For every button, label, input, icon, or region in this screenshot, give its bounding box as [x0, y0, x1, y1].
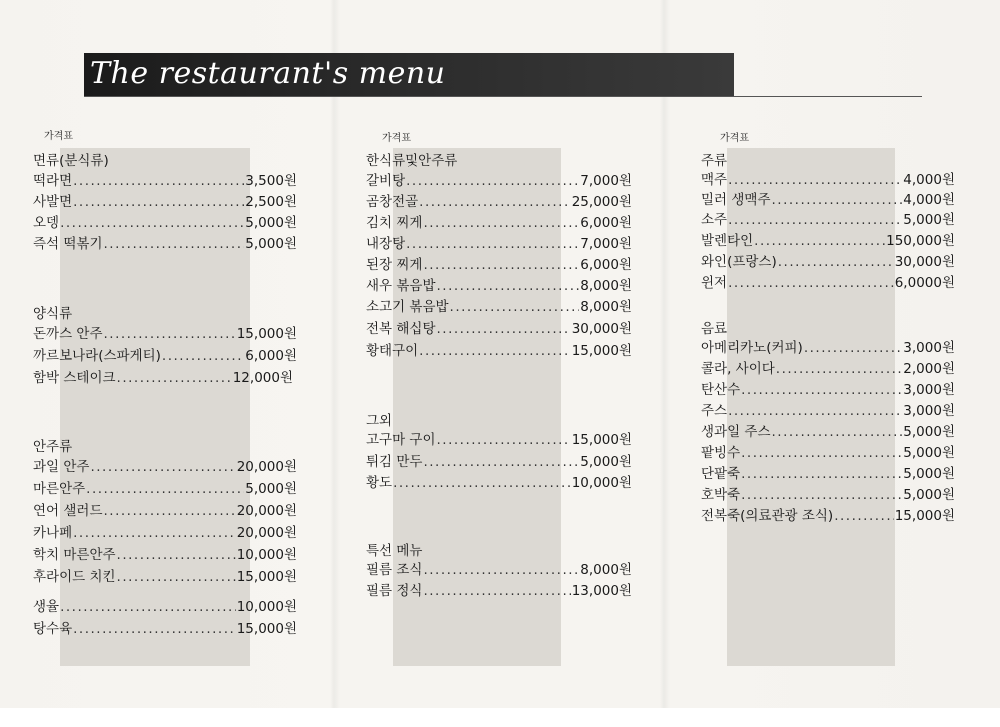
menu-item	[366, 171, 632, 191]
item-price: 12,000원	[232, 370, 293, 386]
item-name: 전복죽(의료관광 조식)	[701, 508, 834, 524]
menu-item	[33, 234, 297, 254]
menu-item	[33, 368, 293, 388]
item-price: 4,000원	[903, 192, 955, 208]
item-price: 10,000원	[571, 475, 632, 491]
item-name: 전복 해십탕	[366, 321, 436, 337]
menu-item	[366, 581, 632, 601]
item-name: 맥주	[701, 172, 728, 188]
menu-item	[366, 255, 632, 275]
menu-item	[701, 170, 955, 190]
item-name: 생율	[33, 599, 60, 615]
item-price: 5,000원	[903, 424, 955, 440]
item-name: 된장 찌게	[366, 257, 423, 273]
item-price: 3,000원	[903, 382, 955, 398]
item-price: 20,000원	[236, 459, 297, 475]
item-price: 5,000원	[903, 487, 955, 503]
item-price: 6,000원	[245, 348, 297, 364]
menu-item	[701, 380, 955, 400]
item-price: 5,000원	[245, 215, 297, 231]
section-heading: 그외	[366, 413, 393, 429]
item-name: 고구마 구이	[366, 432, 436, 448]
section-heading: 양식류	[33, 306, 73, 322]
item-price: 7,000원	[580, 236, 632, 252]
menu-item	[701, 252, 955, 272]
item-price: 3,000원	[903, 403, 955, 419]
item-price: 6,0000원	[894, 275, 955, 291]
item-name: 호박죽	[701, 487, 741, 503]
item-name: 마른안주	[33, 481, 86, 497]
item-price: 3,500원	[245, 173, 297, 189]
item-price: 15,000원	[236, 621, 297, 637]
section-heading: 안주류	[33, 439, 73, 455]
item-name: 소고기 볶음밥	[366, 299, 449, 315]
item-price: 8,000원	[580, 278, 632, 294]
item-name: 내장탕	[366, 236, 406, 252]
menu-item	[366, 452, 632, 472]
item-price: 5,000원	[245, 481, 297, 497]
item-name: 연어 샐러드	[33, 503, 103, 519]
menu-item	[33, 545, 297, 565]
menu-item	[33, 567, 297, 587]
item-name: 갈비탕	[366, 173, 406, 189]
item-price: 2,000원	[903, 361, 955, 377]
menu-item	[701, 359, 955, 379]
item-price: 4,000원	[903, 172, 955, 188]
menu-item	[366, 560, 632, 580]
item-price: 15,000원	[571, 343, 632, 359]
item-name: 학치 마른안주	[33, 547, 116, 563]
menu-item	[33, 192, 297, 212]
item-name: 카나페	[33, 525, 73, 541]
menu-item	[701, 190, 955, 210]
price-label-left: 가격표	[44, 131, 73, 142]
item-name: 생과일 주스	[701, 424, 771, 440]
item-name: 함박 스테이크	[33, 370, 116, 386]
item-price: 8,000원	[580, 299, 632, 315]
menu-item	[701, 401, 955, 421]
item-name: 주스	[701, 403, 728, 419]
item-name: 밀러 생맥주	[701, 192, 771, 208]
menu-item	[701, 273, 955, 293]
menu-item	[366, 192, 632, 212]
item-name: 황태구이	[366, 343, 419, 359]
menu-item	[366, 430, 632, 450]
item-price: 15,000원	[571, 432, 632, 448]
item-name: 튀김 만두	[366, 454, 423, 470]
menu-item	[33, 523, 297, 543]
item-price: 3,000원	[903, 340, 955, 356]
menu-item	[366, 276, 632, 296]
item-price: 5,000원	[580, 454, 632, 470]
menu-item	[366, 297, 632, 317]
item-name: 와인(프랑스)	[701, 254, 777, 270]
item-name: 탕수육	[33, 621, 73, 637]
item-name: 사발면	[33, 194, 73, 210]
item-price: 10,000원	[236, 599, 297, 615]
item-price: 30,000원	[571, 321, 632, 337]
item-name: 콜라, 사이다	[701, 361, 775, 377]
item-name: 아메리카노(커피)	[701, 340, 803, 356]
item-price: 10,000원	[236, 547, 297, 563]
menu-item	[33, 324, 297, 344]
item-name: 발렌타인	[701, 233, 754, 249]
menu-item	[366, 341, 632, 361]
item-name: 소주	[701, 212, 728, 228]
item-price: 15,000원	[236, 569, 297, 585]
item-name: 새우 볶음밥	[366, 278, 436, 294]
menu-item	[366, 473, 632, 493]
menu-item	[33, 619, 297, 639]
item-name: 떡라면	[33, 173, 73, 189]
item-price: 5,000원	[903, 212, 955, 228]
menu-item	[701, 210, 955, 230]
item-name: 즉석 떡볶기	[33, 236, 103, 252]
item-price: 6,000원	[580, 215, 632, 231]
item-price: 5,000원	[245, 236, 297, 252]
item-name: 윈저	[701, 275, 728, 291]
menu-item	[33, 501, 297, 521]
item-price: 13,000원	[571, 583, 632, 599]
price-label-right: 가격표	[720, 133, 749, 144]
menu-item	[701, 443, 955, 463]
item-name: 필름 조식	[366, 562, 423, 578]
item-name: 김치 찌게	[366, 215, 423, 231]
item-price: 20,000원	[236, 525, 297, 541]
menu-item	[33, 479, 297, 499]
item-name: 돈까스 안주	[33, 326, 103, 342]
item-name: 팥빙수	[701, 445, 741, 461]
title-rule	[84, 96, 922, 97]
item-price: 7,000원	[580, 173, 632, 189]
item-name: 황도	[366, 475, 393, 491]
menu-item	[366, 234, 632, 254]
item-name: 과일 안주	[33, 459, 90, 475]
menu-item	[33, 213, 297, 233]
paper-bottom-edge	[0, 708, 1000, 727]
section-heading: 주류	[701, 153, 728, 169]
menu-item	[366, 319, 632, 339]
item-name: 후라이드 치킨	[33, 569, 116, 585]
item-price: 15,000원	[236, 326, 297, 342]
item-price: 25,000원	[571, 194, 632, 210]
item-price: 20,000원	[236, 503, 297, 519]
item-price: 30,000원	[894, 254, 955, 270]
item-name: 필름 정식	[366, 583, 423, 599]
item-name: 까르보나라(스파게티)	[33, 348, 161, 364]
menu-item	[33, 346, 297, 366]
menu-item	[701, 231, 955, 251]
item-name: 탄산수	[701, 382, 741, 398]
price-label-middle: 가격표	[382, 133, 411, 144]
item-price: 15,000원	[894, 508, 955, 524]
item-price: 5,000원	[903, 466, 955, 482]
menu-item	[701, 506, 955, 526]
menu-title: The restaurant's menu	[90, 56, 446, 91]
item-name: 단팥죽	[701, 466, 741, 482]
item-price: 6,000원	[580, 257, 632, 273]
section-heading: 면류(분식류)	[33, 153, 109, 169]
item-name: 곰창전골	[366, 194, 419, 210]
item-price: 8,000원	[580, 562, 632, 578]
menu-item	[33, 597, 297, 617]
menu-item	[701, 464, 955, 484]
section-heading: 특선 메뉴	[366, 543, 423, 559]
menu-item	[33, 171, 297, 191]
menu-item	[701, 338, 955, 358]
menu-item	[366, 213, 632, 233]
item-price: 5,000원	[903, 445, 955, 461]
section-heading: 한식류및안주류	[366, 153, 458, 169]
item-price: 150,000원	[886, 233, 955, 249]
menu-item	[701, 422, 955, 442]
item-price: 2,500원	[245, 194, 297, 210]
item-name: 오뎅	[33, 215, 60, 231]
menu-item	[701, 485, 955, 505]
menu-item	[33, 457, 297, 477]
section-heading: 음료	[701, 321, 728, 337]
